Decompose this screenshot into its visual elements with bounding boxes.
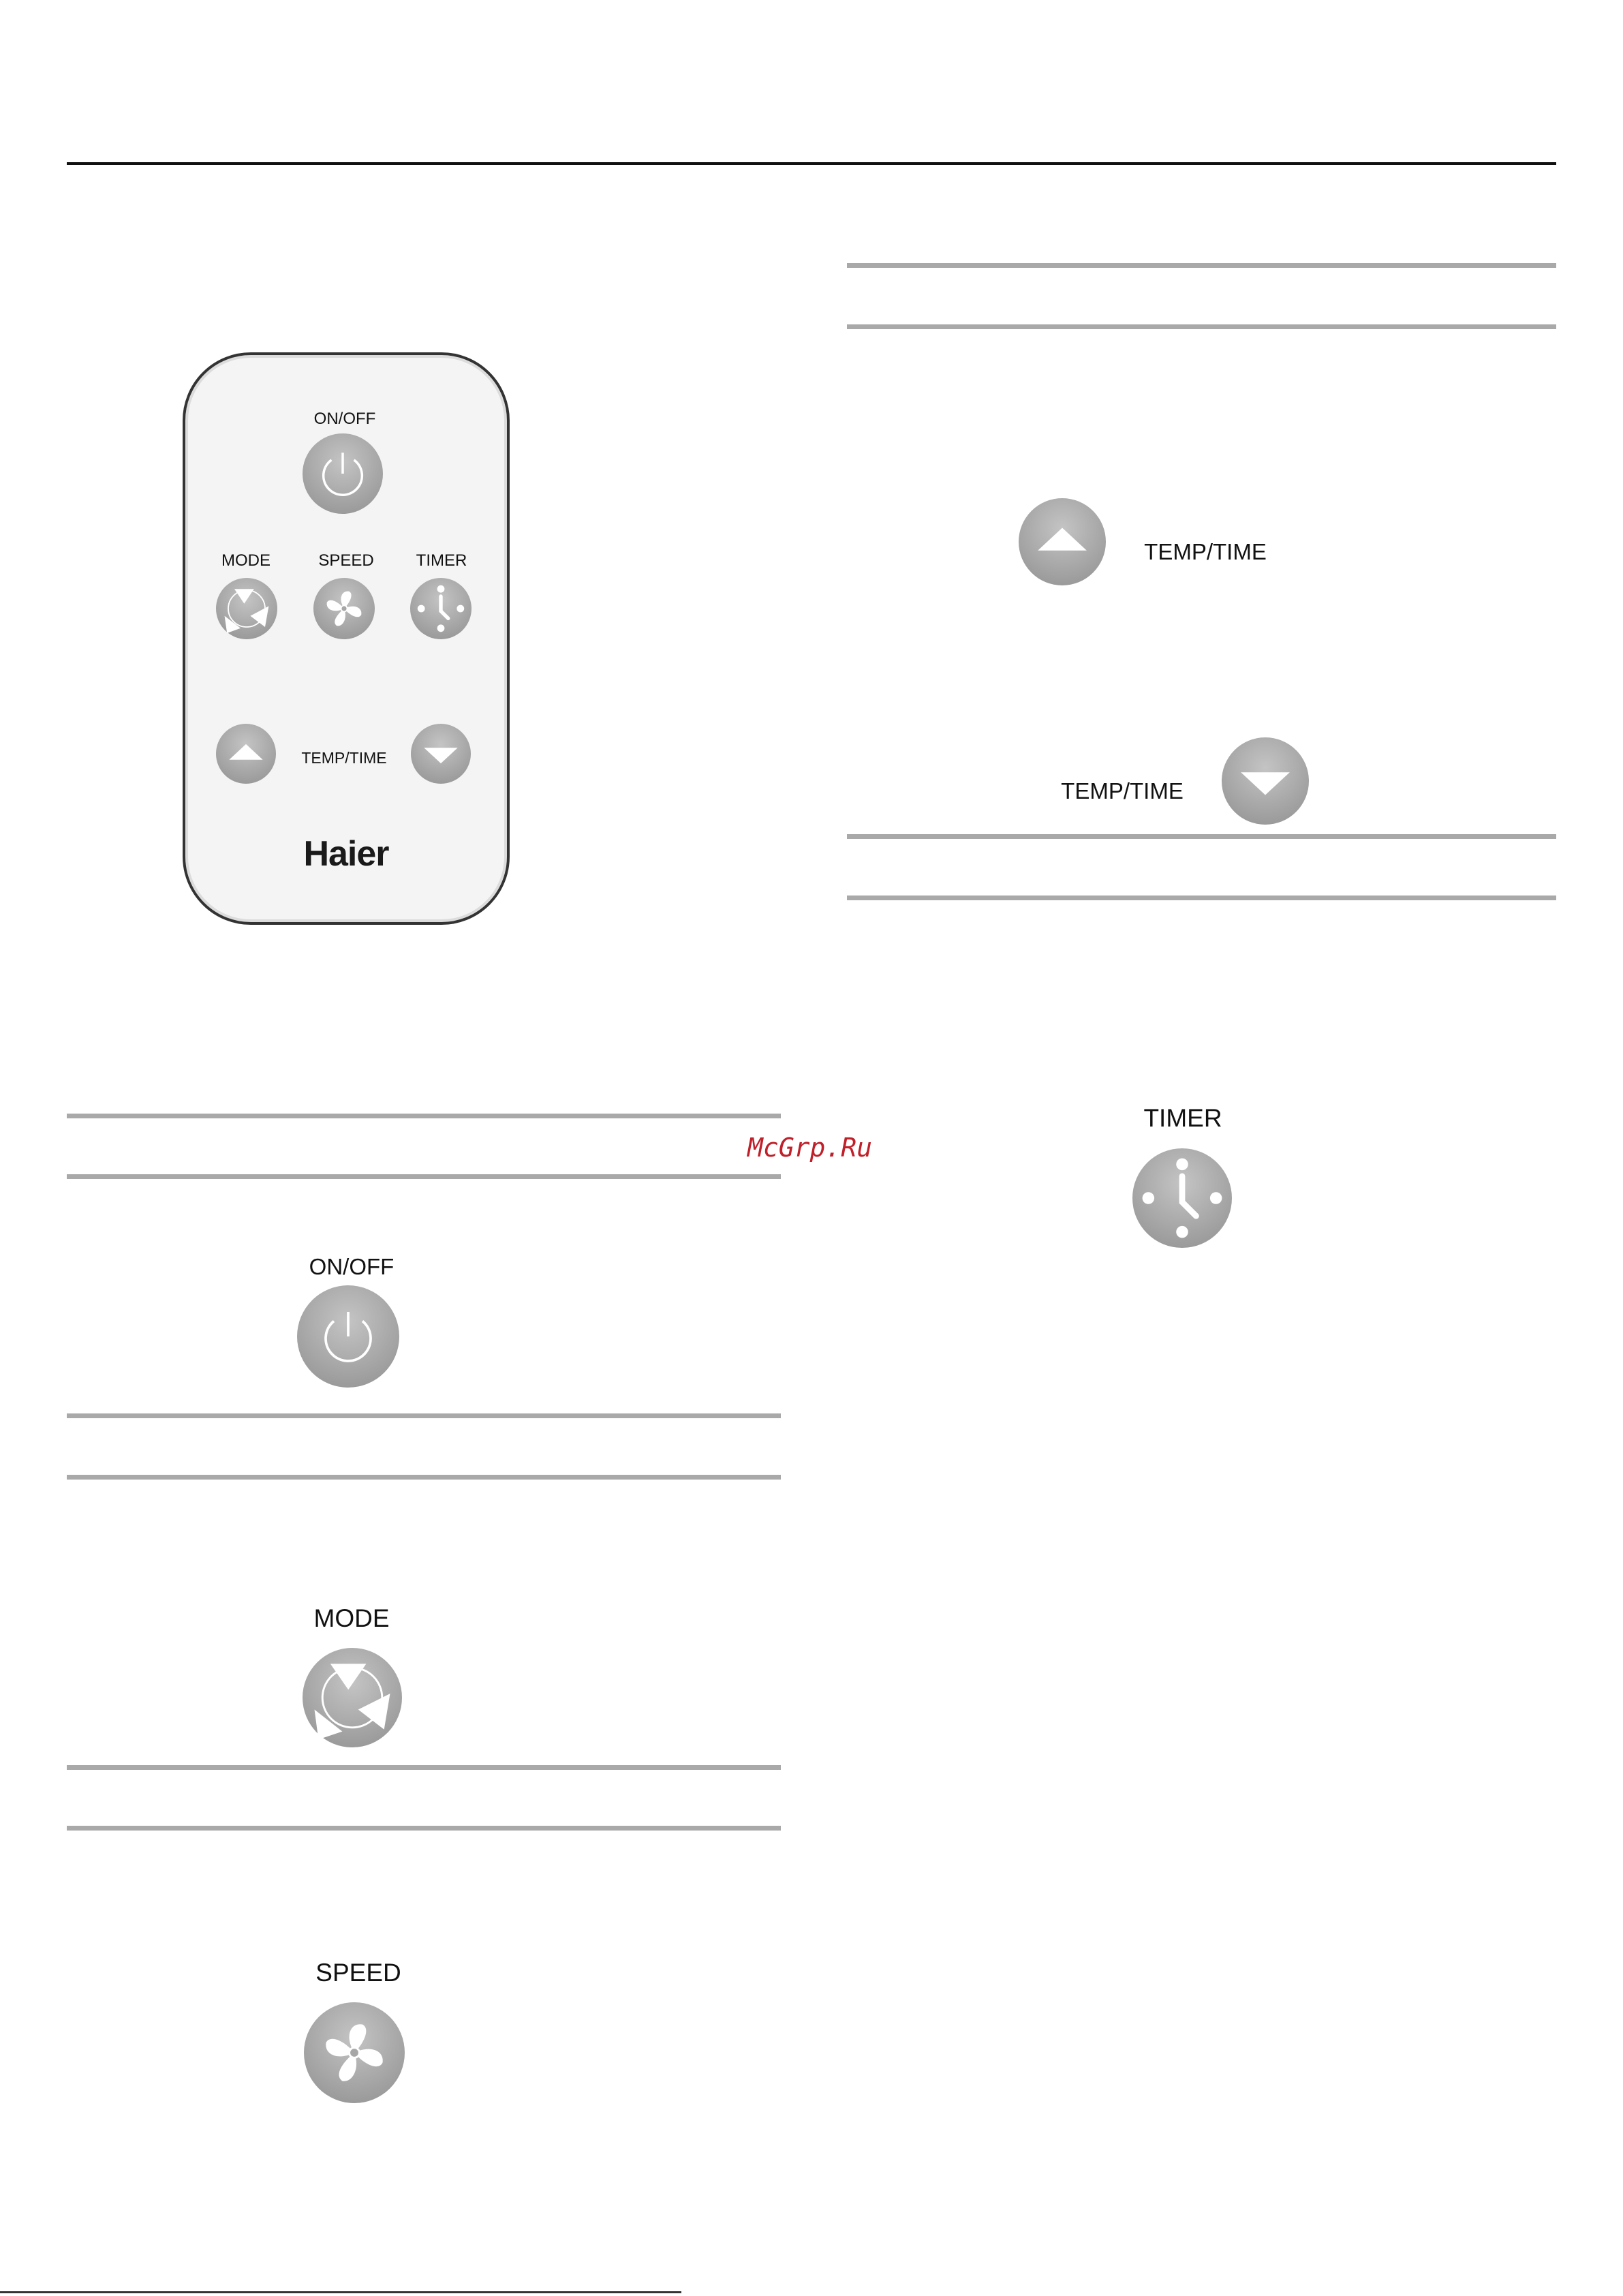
fan-icon <box>304 2002 405 2103</box>
remote-mode-label: MODE <box>221 551 270 570</box>
remote-speed-button[interactable] <box>313 578 375 639</box>
section-rule <box>67 1475 781 1480</box>
mode-section-label: MODE <box>313 1604 390 1632</box>
section-rule <box>847 896 1556 900</box>
fan-icon <box>313 578 375 639</box>
section-rule <box>67 1174 781 1179</box>
remote-power-button[interactable] <box>303 433 383 514</box>
speed-section-label: SPEED <box>315 1959 401 1987</box>
remote-temp-down-button[interactable] <box>411 724 471 784</box>
header-rule <box>67 162 1556 165</box>
power-icon <box>297 1285 399 1388</box>
section-rule <box>847 324 1556 329</box>
remote-temp-label: TEMP/TIME <box>301 749 387 767</box>
timer-section-button[interactable] <box>1132 1148 1232 1248</box>
section-rule <box>67 1114 781 1118</box>
remote-onoff-label: ON/OFF <box>313 410 376 428</box>
arrow-down-icon <box>1222 737 1309 825</box>
power-icon <box>303 433 383 514</box>
remote-timer-label: TIMER <box>416 551 467 570</box>
onoff-section-label: ON/OFF <box>309 1254 395 1279</box>
timer-section-label: TIMER <box>1143 1104 1222 1132</box>
section-rule <box>847 834 1556 839</box>
temp-up-section-button[interactable] <box>1019 498 1106 585</box>
brand-logo: Haier <box>303 834 389 874</box>
clock-icon <box>410 578 472 639</box>
temp-down-section-button[interactable] <box>1222 737 1309 825</box>
footer-rule <box>0 2291 681 2293</box>
temp-down-section-label: TEMP/TIME <box>1061 778 1184 803</box>
remote-speed-label: SPEED <box>318 551 374 570</box>
mode-section-button[interactable] <box>303 1648 402 1747</box>
remote-timer-button[interactable] <box>410 578 472 639</box>
watermark-text: McGrp.Ru <box>747 1133 873 1163</box>
section-rule <box>67 1765 781 1770</box>
section-rule <box>847 263 1556 268</box>
speed-section-button[interactable] <box>304 2002 405 2103</box>
arrow-down-icon <box>411 724 471 784</box>
arrow-up-icon <box>1019 498 1106 585</box>
remote-mode-button[interactable] <box>216 578 277 639</box>
clock-icon <box>1132 1148 1232 1248</box>
mode-cycle-icon <box>216 578 277 639</box>
section-rule <box>67 1826 781 1831</box>
remote-temp-up-button[interactable] <box>216 724 276 784</box>
temp-up-section-label: TEMP/TIME <box>1144 539 1267 564</box>
arrow-up-icon <box>216 724 276 784</box>
onoff-section-button[interactable] <box>297 1285 399 1388</box>
mode-cycle-icon <box>303 1648 402 1747</box>
section-rule <box>67 1413 781 1418</box>
